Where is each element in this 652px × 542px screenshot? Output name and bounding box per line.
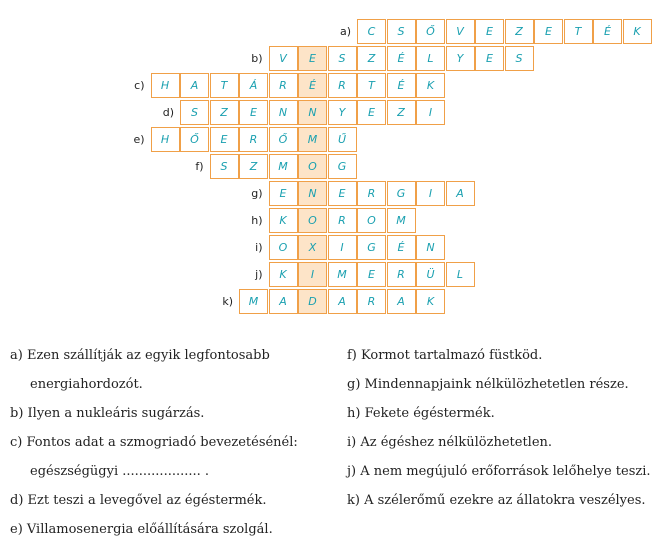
crossword-cell[interactable]: É [593, 19, 622, 44]
crossword-cell[interactable]: E [357, 262, 386, 287]
row-label-k: k) [222, 295, 233, 308]
crossword-cell[interactable]: H [151, 127, 180, 152]
crossword-cell[interactable]: K [416, 289, 445, 314]
crossword-cell[interactable]: X [298, 235, 327, 260]
crossword-cell[interactable]: I [416, 100, 445, 125]
crossword-cell[interactable]: O [357, 208, 386, 233]
crossword-cell[interactable]: A [180, 73, 209, 98]
crossword-cell[interactable]: E [239, 100, 268, 125]
crossword-cell[interactable]: S [210, 154, 239, 179]
crossword-cell[interactable]: L [416, 46, 445, 71]
crossword-cell[interactable]: N [416, 235, 445, 260]
crossword-cell[interactable]: I [298, 262, 327, 287]
clue-i: i) Az égéshez nélkülözhetetlen. [347, 435, 553, 450]
crossword-cell[interactable]: E [357, 100, 386, 125]
clue-c-line2: egészségügyi ................... . [30, 464, 210, 479]
crossword-cell[interactable]: T [564, 19, 593, 44]
crossword-cell[interactable]: I [416, 181, 445, 206]
crossword-cell[interactable]: É [298, 73, 327, 98]
crossword-cell[interactable]: N [269, 100, 298, 125]
crossword-cell[interactable]: E [298, 46, 327, 71]
crossword-cell[interactable]: R [328, 73, 357, 98]
row-label-d: d) [162, 106, 174, 119]
crossword-cell[interactable]: T [210, 73, 239, 98]
crossword-cell[interactable]: R [239, 127, 268, 152]
crossword-cell[interactable]: S [180, 100, 209, 125]
crossword-cell[interactable]: R [387, 262, 416, 287]
crossword-cell[interactable]: K [623, 19, 652, 44]
crossword-cell[interactable]: Á [239, 73, 268, 98]
crossword-cell[interactable]: É [387, 46, 416, 71]
crossword-cell[interactable]: G [328, 154, 357, 179]
crossword-cell[interactable]: E [534, 19, 563, 44]
clue-j: j) A nem megújuló erőforrások lelőhelye teszi. [347, 464, 651, 479]
crossword-cell[interactable]: Z [210, 100, 239, 125]
crossword-cell[interactable]: Z [239, 154, 268, 179]
crossword-cell[interactable]: E [269, 181, 298, 206]
crossword-cell[interactable]: E [328, 181, 357, 206]
crossword-cell[interactable]: R [357, 289, 386, 314]
row-label-j: j) [255, 268, 263, 281]
clue-g: g) Mindennapjaink nélkülözhetetlen része. [347, 377, 629, 392]
clue-e: e) Villamosenergia előállítására szolgál. [10, 522, 273, 537]
row-label-e: e) [133, 133, 145, 146]
crossword-cell[interactable]: T [357, 73, 386, 98]
crossword-cell[interactable]: R [328, 208, 357, 233]
clue-a-line2: energiahordozót. [30, 377, 143, 392]
crossword-cell[interactable]: M [387, 208, 416, 233]
row-label-g: g) [251, 187, 263, 200]
crossword-cell[interactable]: Ő [416, 19, 445, 44]
crossword-cell[interactable]: D [298, 289, 327, 314]
crossword-cell[interactable]: N [298, 100, 327, 125]
crossword-cell[interactable]: S [505, 46, 534, 71]
crossword-cell[interactable]: S [328, 46, 357, 71]
crossword-cell[interactable]: M [269, 154, 298, 179]
row-label-c: c) [134, 79, 145, 92]
crossword-cell[interactable]: Z [505, 19, 534, 44]
crossword-cell[interactable]: Ű [328, 127, 357, 152]
crossword-cell[interactable]: Y [328, 100, 357, 125]
crossword-cell[interactable]: M [298, 127, 327, 152]
clue-f: f) Kormot tartalmazó füstköd. [347, 348, 543, 363]
clue-list [0, 340, 651, 540]
crossword-cell[interactable]: H [151, 73, 180, 98]
clue-c-line1: c) Fontos adat a szmogriadó bevezetésénél: [10, 435, 298, 450]
crossword-cell[interactable]: Z [357, 46, 386, 71]
clue-a-line1: a) Ezen szállítják az egyik legfontosabb [10, 348, 270, 363]
crossword-cell[interactable]: R [357, 181, 386, 206]
crossword-cell[interactable]: É [387, 235, 416, 260]
crossword-cell[interactable]: K [416, 73, 445, 98]
crossword-cell[interactable]: E [475, 19, 504, 44]
clue-d: d) Ezt teszi a levegővel az égéstermék. [10, 493, 267, 508]
row-label-h: h) [251, 214, 263, 227]
crossword-cell[interactable]: A [446, 181, 475, 206]
row-label-a: a) [339, 25, 351, 38]
crossword-cell[interactable]: V [269, 46, 298, 71]
crossword-cell[interactable]: V [446, 19, 475, 44]
row-label-i: i) [255, 241, 263, 254]
clue-b: b) Ilyen a nukleáris sugárzás. [10, 406, 205, 421]
crossword-cell[interactable]: A [387, 289, 416, 314]
crossword-cell[interactable]: N [298, 181, 327, 206]
crossword-cell[interactable]: K [269, 208, 298, 233]
crossword-cell[interactable]: O [298, 208, 327, 233]
crossword-cell[interactable]: Ő [180, 127, 209, 152]
crossword-cell[interactable]: L [446, 262, 475, 287]
crossword-cell[interactable]: G [357, 235, 386, 260]
crossword-cell[interactable]: Ü [416, 262, 445, 287]
crossword-cell[interactable]: Z [387, 100, 416, 125]
crossword-cell[interactable]: R [269, 73, 298, 98]
crossword-cell[interactable]: E [475, 46, 504, 71]
crossword-cell[interactable]: A [328, 289, 357, 314]
crossword-cell[interactable]: Y [446, 46, 475, 71]
crossword-cell[interactable]: C [357, 19, 386, 44]
crossword-cell[interactable]: M [239, 289, 268, 314]
crossword-cell[interactable]: Ő [269, 127, 298, 152]
crossword-cell[interactable]: K [269, 262, 298, 287]
crossword-cell[interactable]: É [387, 73, 416, 98]
clue-h: h) Fekete égéstermék. [347, 406, 495, 421]
row-label-f: f) [195, 160, 204, 173]
crossword-cell[interactable]: G [387, 181, 416, 206]
clue-k: k) A szélerőmű ezekre az állatokra veszélyes. [347, 493, 646, 508]
crossword-cell[interactable]: A [269, 289, 298, 314]
crossword-cell[interactable]: E [210, 127, 239, 152]
row-label-b: b) [251, 52, 263, 65]
crossword-cell[interactable]: O [298, 154, 327, 179]
crossword-cell[interactable]: O [269, 235, 298, 260]
crossword-cell[interactable]: S [387, 19, 416, 44]
crossword-cell[interactable]: M [328, 262, 357, 287]
crossword-cell[interactable]: I [328, 235, 357, 260]
